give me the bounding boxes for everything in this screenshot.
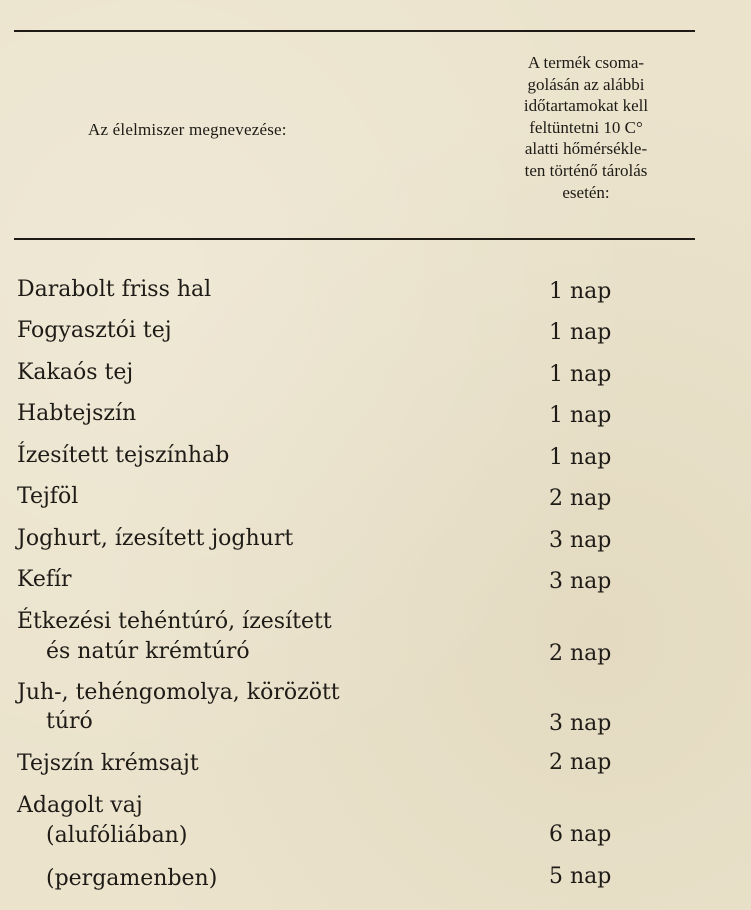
row-name: Juh-, tehéngomolya, körözött (17, 680, 340, 705)
header-line: feltüntetni 10 C° (529, 117, 643, 137)
row-value: 1 nap (549, 445, 612, 470)
row-value: 2 nap (549, 750, 612, 775)
header-line: ten történő tárolás (524, 160, 648, 180)
row-value: 1 nap (549, 279, 612, 304)
header-rule (14, 238, 695, 240)
row-name-continuation: és natúr krémtúró (46, 639, 250, 664)
row-value: 3 nap (549, 569, 612, 594)
column-header-storage-time (470, 52, 702, 203)
row-value: 2 nap (549, 641, 612, 666)
row-value: 5 nap (549, 864, 612, 889)
row-value: 6 nap (549, 822, 612, 847)
header-line: esetén: (562, 182, 610, 202)
row-name: Kefír (17, 567, 72, 592)
row-value: 1 nap (549, 320, 612, 345)
row-name: Tejföl (17, 484, 79, 509)
row-value: 1 nap (549, 403, 612, 428)
top-rule (14, 30, 695, 32)
row-value: 3 nap (549, 711, 612, 736)
row-name: Joghurt, ízesített joghurt (17, 526, 294, 551)
row-name: Étkezési tehéntúró, ízesített (17, 609, 332, 634)
row-name: Adagolt vaj (17, 793, 143, 818)
row-name-continuation: túró (46, 709, 93, 734)
row-name-continuation: (alufóliában) (46, 823, 188, 848)
row-name: Tejszín krémsajt (17, 751, 199, 776)
row-name: Fogyasztói tej (17, 318, 172, 343)
row-name: Kakaós tej (17, 360, 134, 385)
row-name: Darabolt friss hal (17, 277, 212, 302)
header-line: A termék csoma- (527, 53, 645, 72)
row-name: Ízesített tejszínhab (17, 443, 230, 468)
column-header-food-name: Az élelmiszer megnevezése: (88, 120, 287, 139)
row-value: 3 nap (549, 528, 612, 553)
header-line: golásán az alábbi (527, 74, 645, 94)
header-line: alatti hőmérsékle- (524, 139, 648, 159)
row-name: (pergamenben) (46, 866, 218, 891)
row-value: 1 nap (549, 362, 612, 387)
row-value: 2 nap (549, 486, 612, 511)
row-name: Habtejszín (17, 401, 137, 426)
header-line: időtartamokat kell (523, 96, 649, 116)
